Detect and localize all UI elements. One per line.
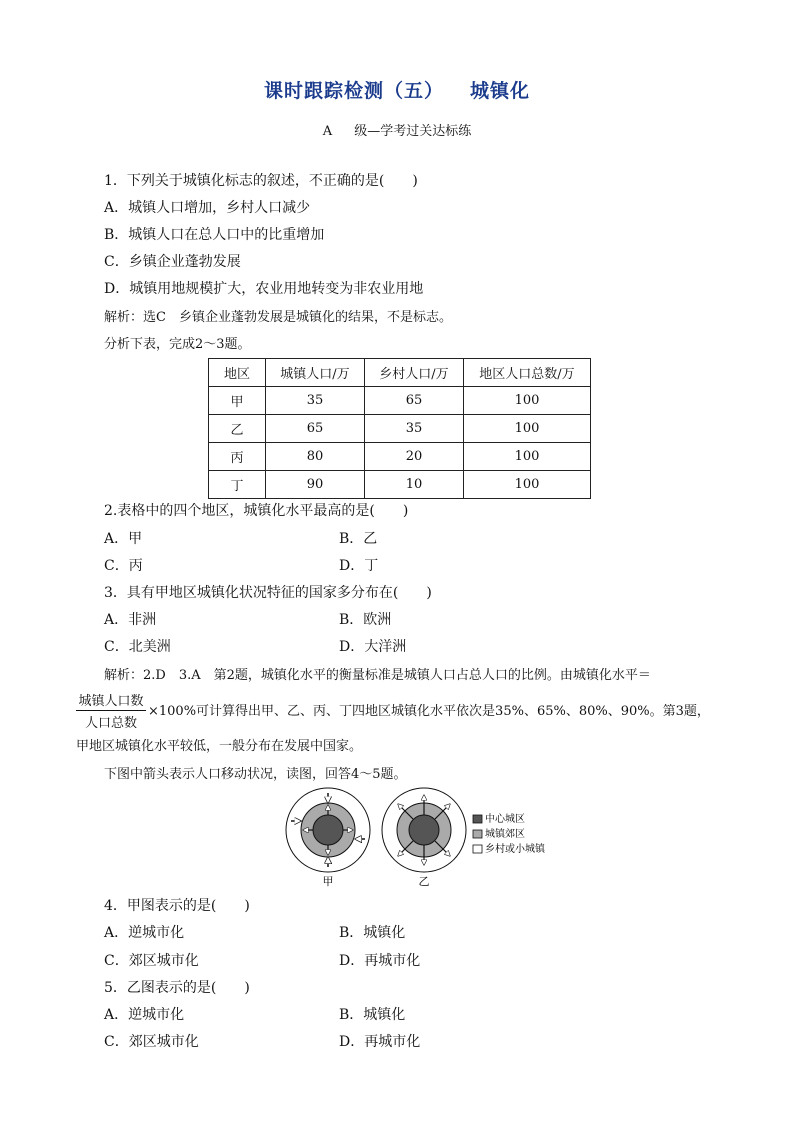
table-row bbox=[209, 443, 591, 471]
q4-option-c: C．郊区城市化 bbox=[104, 953, 199, 969]
table-cell: 20 bbox=[365, 443, 464, 471]
page-title: 课时跟踪检测（五） 城镇化 bbox=[263, 80, 531, 102]
q2-stem: 2.表格中的四个地区，城镇化水平最高的是( ) bbox=[104, 503, 409, 519]
q4-option-a: A．逆城市化 bbox=[104, 925, 185, 941]
q3-option-d: D．大洋洲 bbox=[339, 639, 407, 655]
q2-option-c: C．丙 bbox=[104, 558, 143, 574]
legend-swatch-rural bbox=[473, 845, 482, 853]
table-cell: 100 bbox=[464, 415, 591, 443]
table-row bbox=[209, 415, 591, 443]
fraction-denominator: 人口总数 bbox=[84, 716, 137, 731]
table-cell: 乙 bbox=[209, 415, 266, 443]
legend-label-suburb: 城镇郊区 bbox=[485, 829, 525, 840]
legend-label-rural: 乡村或小城镇 bbox=[485, 844, 545, 855]
center-city-jia bbox=[313, 815, 343, 845]
fraction-numerator: 城镇人口数 bbox=[76, 690, 146, 711]
table-cell: 丁 bbox=[209, 471, 266, 499]
q3-stem: 3．具有甲地区城镇化状况特征的国家多分布在( ) bbox=[104, 585, 432, 601]
table-cell: 10 bbox=[365, 471, 464, 499]
diagram-label-jia: 甲 bbox=[322, 875, 334, 888]
center-city-yi bbox=[409, 815, 439, 845]
q2-option-d: D．丁 bbox=[339, 558, 379, 574]
table-cell: 80 bbox=[266, 443, 365, 471]
q5-option-d: D．再城市化 bbox=[339, 1034, 421, 1050]
q1-stem: 1．下列关于城镇化标志的叙述，不正确的是( ) bbox=[104, 173, 418, 189]
q3-option-c: C．北美洲 bbox=[104, 639, 171, 655]
table-cell: 35 bbox=[365, 415, 464, 443]
table-cell: 65 bbox=[365, 387, 464, 415]
table-header-cell: 地区人口总数/万 bbox=[464, 359, 591, 387]
diagram-yi bbox=[382, 788, 466, 888]
intro-q2-3: 分析下表，完成2～3题。 bbox=[104, 337, 251, 352]
table-cell: 甲 bbox=[209, 387, 266, 415]
q2-option-b: B．乙 bbox=[339, 531, 378, 547]
q3-option-b: B．欧洲 bbox=[339, 612, 392, 628]
table-cell: 丙 bbox=[209, 443, 266, 471]
q1-option-d: D．城镇用地规模扩大，农业用地转变为非农业用地 bbox=[104, 281, 424, 297]
diagram-jia bbox=[286, 788, 370, 888]
table-header-row bbox=[209, 359, 591, 387]
q2-option-a: A．甲 bbox=[104, 531, 143, 547]
page-subtitle: A 级—学考过关达标练 bbox=[322, 124, 472, 139]
table-header-cell: 乡村人口/万 bbox=[365, 359, 464, 387]
q2-3-analysis-line2: ×100%可计算得出甲、乙、丙、丁四地区城镇化水平依次是35%、65%、80%、90%。第3题， bbox=[148, 704, 710, 719]
q5-option-b: B．城镇化 bbox=[339, 1007, 406, 1023]
q3-option-a: A．非洲 bbox=[104, 612, 157, 628]
table-row bbox=[209, 387, 591, 415]
table-cell: 65 bbox=[266, 415, 365, 443]
diagram-legend bbox=[473, 812, 546, 855]
q1-option-b: B．城镇人口在总人口中的比重增加 bbox=[104, 227, 325, 243]
table-header-cell: 城镇人口/万 bbox=[266, 359, 365, 387]
q4-option-b: B．城镇化 bbox=[339, 925, 406, 941]
table-cell: 100 bbox=[464, 387, 591, 415]
table-cell: 90 bbox=[266, 471, 365, 499]
q2-3-analysis-line1: 解析：2.D 3.A 第2题，城镇化水平的衡量标准是城镇人口占总人口的比例。由城镇化水平＝ bbox=[104, 668, 651, 683]
q5-option-a: A．逆城市化 bbox=[104, 1007, 185, 1023]
table-cell: 35 bbox=[266, 387, 365, 415]
q5-option-c: C．郊区城市化 bbox=[104, 1034, 199, 1050]
legend-label-center: 中心城区 bbox=[485, 814, 525, 825]
q1-option-c: C．乡镇企业蓬勃发展 bbox=[104, 254, 241, 270]
population-movement-diagram bbox=[280, 787, 560, 889]
table-header-cell: 地区 bbox=[209, 359, 266, 387]
table-row bbox=[209, 471, 591, 499]
table-cell: 100 bbox=[464, 471, 591, 499]
q5-stem: 5．乙图表示的是( ) bbox=[104, 980, 250, 996]
legend-swatch-suburb bbox=[473, 830, 482, 838]
q4-option-d: D．再城市化 bbox=[339, 953, 421, 969]
population-table bbox=[208, 358, 591, 499]
q4-stem: 4．甲图表示的是( ) bbox=[104, 898, 250, 914]
urbanization-fraction bbox=[76, 690, 146, 731]
q1-option-a: A．城镇人口增加，乡村人口减少 bbox=[104, 200, 311, 216]
table-cell: 100 bbox=[464, 443, 591, 471]
legend-swatch-center bbox=[473, 815, 482, 823]
intro-q4-5: 下图中箭头表示人口移动状况，读图，回答4～5题。 bbox=[104, 767, 407, 782]
q1-analysis: 解析：选C 乡镇企业蓬勃发展是城镇化的结果，不是标志。 bbox=[104, 310, 452, 325]
diagram-label-yi: 乙 bbox=[418, 875, 430, 888]
q2-3-analysis-line3: 甲地区城镇化水平较低，一般分布在发展中国家。 bbox=[76, 739, 363, 754]
